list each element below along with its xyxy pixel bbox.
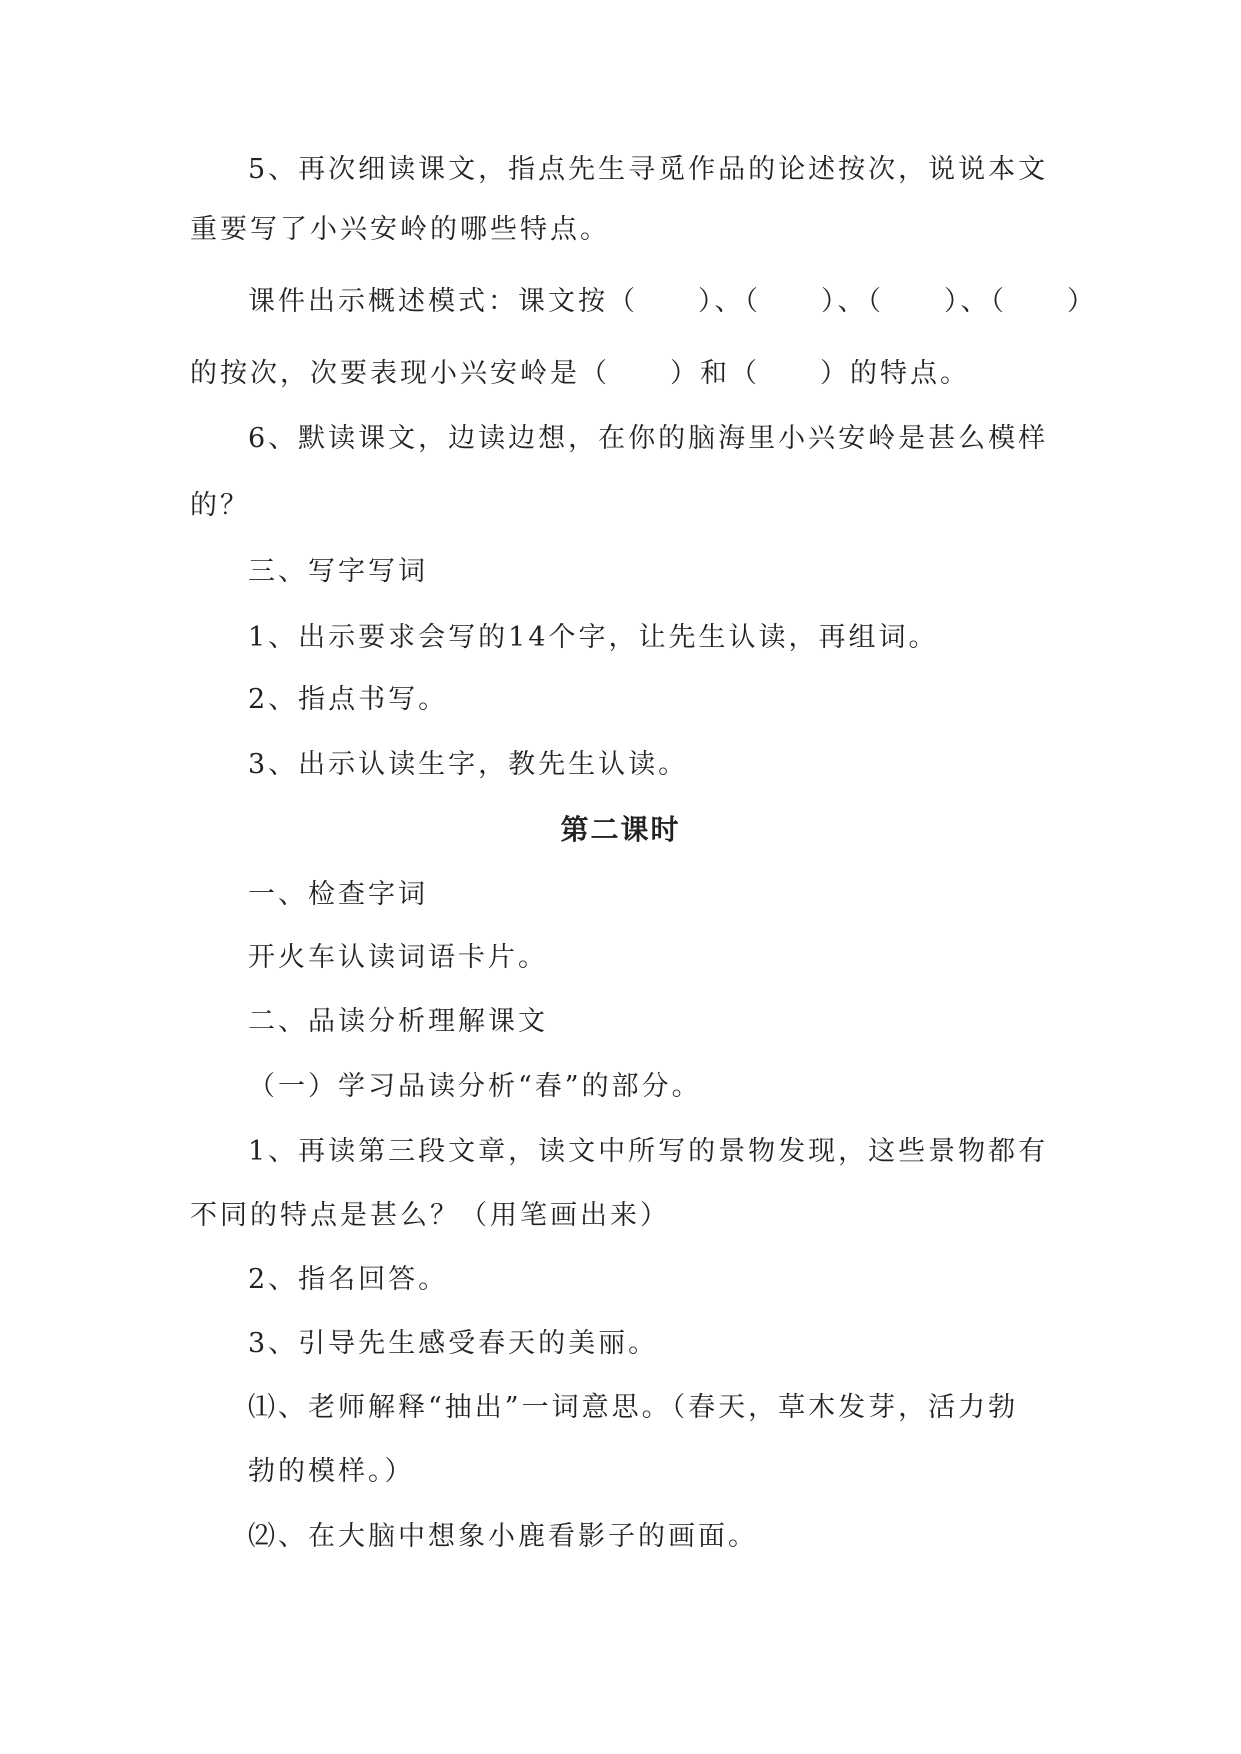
subsection-heading: （一）学习品读分析“春”的部分。 bbox=[248, 1071, 702, 1102]
section-heading: 一、检查字词 bbox=[248, 879, 428, 910]
paragraph-line: 不同的特点是甚么？（用笔画出来） bbox=[190, 1200, 670, 1231]
paragraph-line: 3、出示认读生字，教先生认读。 bbox=[248, 749, 689, 780]
paragraph-line: ⑵、在大脑中想象小鹿看影子的画面。 bbox=[248, 1521, 758, 1552]
paragraph-line: 的按次，次要表现小兴安岭是（ ）和（ ）的特点。 bbox=[190, 358, 970, 389]
paragraph-line: 勃的模样。） bbox=[248, 1456, 415, 1487]
paragraph-line: 3、引导先生感受春天的美丽。 bbox=[248, 1328, 659, 1359]
paragraph-line: 5、再次细读课文，指点先生寻觅作品的论述按次，说说本文 bbox=[248, 154, 1049, 185]
paragraph-line: 2、指点书写。 bbox=[248, 684, 449, 715]
paragraph-line: 1、再读第三段文章，读文中所写的景物发现，这些景物都有 bbox=[248, 1136, 1049, 1167]
paragraph-line: 1、出示要求会写的14个字，让先生认读，再组词。 bbox=[248, 622, 939, 653]
paragraph-line: ⑴、老师解释“抽出”一词意思。（春天，草木发芽，活力勃 bbox=[248, 1392, 1019, 1423]
section-heading: 三、写字写词 bbox=[248, 556, 428, 587]
paragraph-line: 课件出示概述模式：课文按（ ）、（ ）、（ ）、（ ） bbox=[248, 286, 1097, 317]
paragraph-line: 的？ bbox=[190, 490, 250, 521]
lesson-title: 第二课时 bbox=[560, 813, 681, 846]
paragraph-line: 重要写了小兴安岭的哪些特点。 bbox=[190, 214, 610, 245]
paragraph-line: 开火车认读词语卡片。 bbox=[248, 942, 548, 973]
section-heading: 二、品读分析理解课文 bbox=[248, 1006, 548, 1037]
paragraph-line: 6、默读课文，边读边想，在你的脑海里小兴安岭是甚么模样 bbox=[248, 423, 1049, 454]
paragraph-line: 2、指名回答。 bbox=[248, 1264, 449, 1295]
